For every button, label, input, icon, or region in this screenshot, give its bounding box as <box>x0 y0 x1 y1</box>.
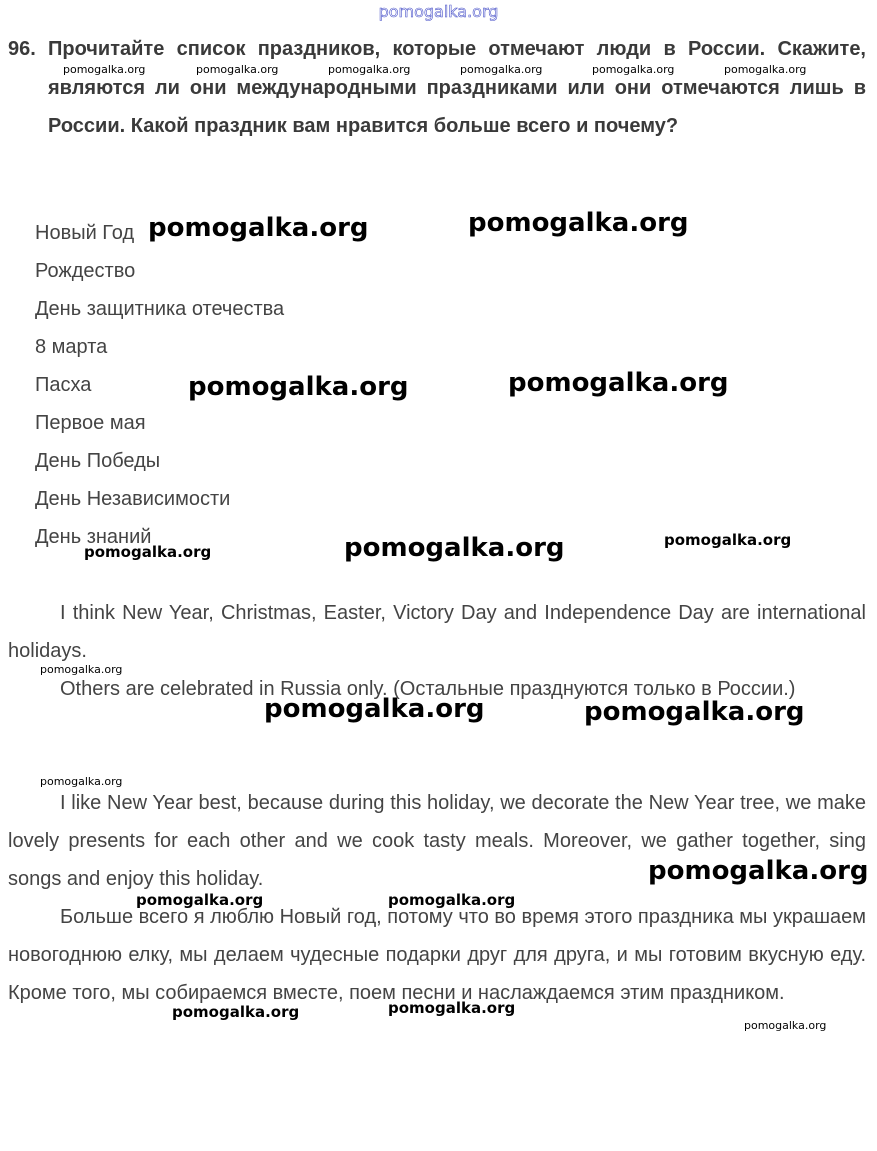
watermark: pomogalka.org <box>328 63 411 76</box>
watermark: pomogalka.org <box>40 775 123 788</box>
task-block <box>8 30 866 146</box>
watermark: pomogalka.org <box>648 856 869 886</box>
holiday-item: День знаний <box>35 526 152 548</box>
watermark: pomogalka.org <box>724 63 807 76</box>
watermark: pomogalka.org <box>388 891 516 909</box>
watermark: pomogalka.org <box>188 372 409 402</box>
task-text: Прочитайте список праздников, которые отмечают люди в России. Скажите, являются ли они международными праздниками или они отмечаются лишь в России. Какой праздник вам нравится больше всего и почему? <box>48 38 866 137</box>
holiday-item: Новый Год <box>35 222 135 244</box>
watermark: pomogalka.org <box>196 63 279 76</box>
holiday-item: 8 марта <box>35 336 108 358</box>
watermark: pomogalka.org <box>136 891 264 909</box>
answer-paragraph-russia-only: Others are celebrated in Russia only. (Остальные празднуются только в России.) <box>60 678 796 700</box>
top-watermark: pomogalka.org <box>378 2 499 21</box>
task-number: 96. <box>8 38 36 60</box>
holiday-item: День защитника отечества <box>35 298 285 320</box>
answer-paragraph-international: I think New Year, Christmas, Easter, Victory Day and Independence Day are international holidays. <box>8 602 866 662</box>
watermark: pomogalka.org <box>460 63 543 76</box>
holiday-item: Первое мая <box>35 412 146 434</box>
watermark: pomogalka.org <box>172 1003 300 1021</box>
holiday-item: День Победы <box>35 450 161 472</box>
answer-paragraph-russian: Больше всего я люблю Новый год, потому что во время этого праздника мы украшаем новогоднюю елку, мы делаем чудесные подарки друг для друга, и мы готовим вкусную еду. Кроме того, мы собираемся вместе, поем песни и наслаждаемся этим праздником. <box>8 906 866 1004</box>
answer-paragraph-english: I like New Year best, because during this holiday, we decorate the New Year tree, we make lovely presents for each other and we cook tasty meals. Moreover, we gather together, sing songs and enjoy this holiday. <box>8 792 866 890</box>
watermark: pomogalka.org <box>264 694 485 724</box>
watermark: pomogalka.org <box>344 533 565 563</box>
watermark: pomogalka.org <box>468 208 689 238</box>
watermark: pomogalka.org <box>508 368 729 398</box>
watermark: pomogalka.org <box>63 63 146 76</box>
holiday-item: Рождество <box>35 260 136 282</box>
watermark: pomogalka.org <box>84 543 212 561</box>
holiday-item: День Независимости <box>35 488 231 510</box>
watermark: pomogalka.org <box>388 999 516 1017</box>
watermark: pomogalka.org <box>584 697 805 727</box>
watermark: pomogalka.org <box>148 213 369 243</box>
watermark: pomogalka.org <box>664 531 792 549</box>
watermark: pomogalka.org <box>744 1019 827 1032</box>
watermark: pomogalka.org <box>592 63 675 76</box>
holiday-item: Пасха <box>35 374 92 396</box>
watermark: pomogalka.org <box>40 663 123 676</box>
